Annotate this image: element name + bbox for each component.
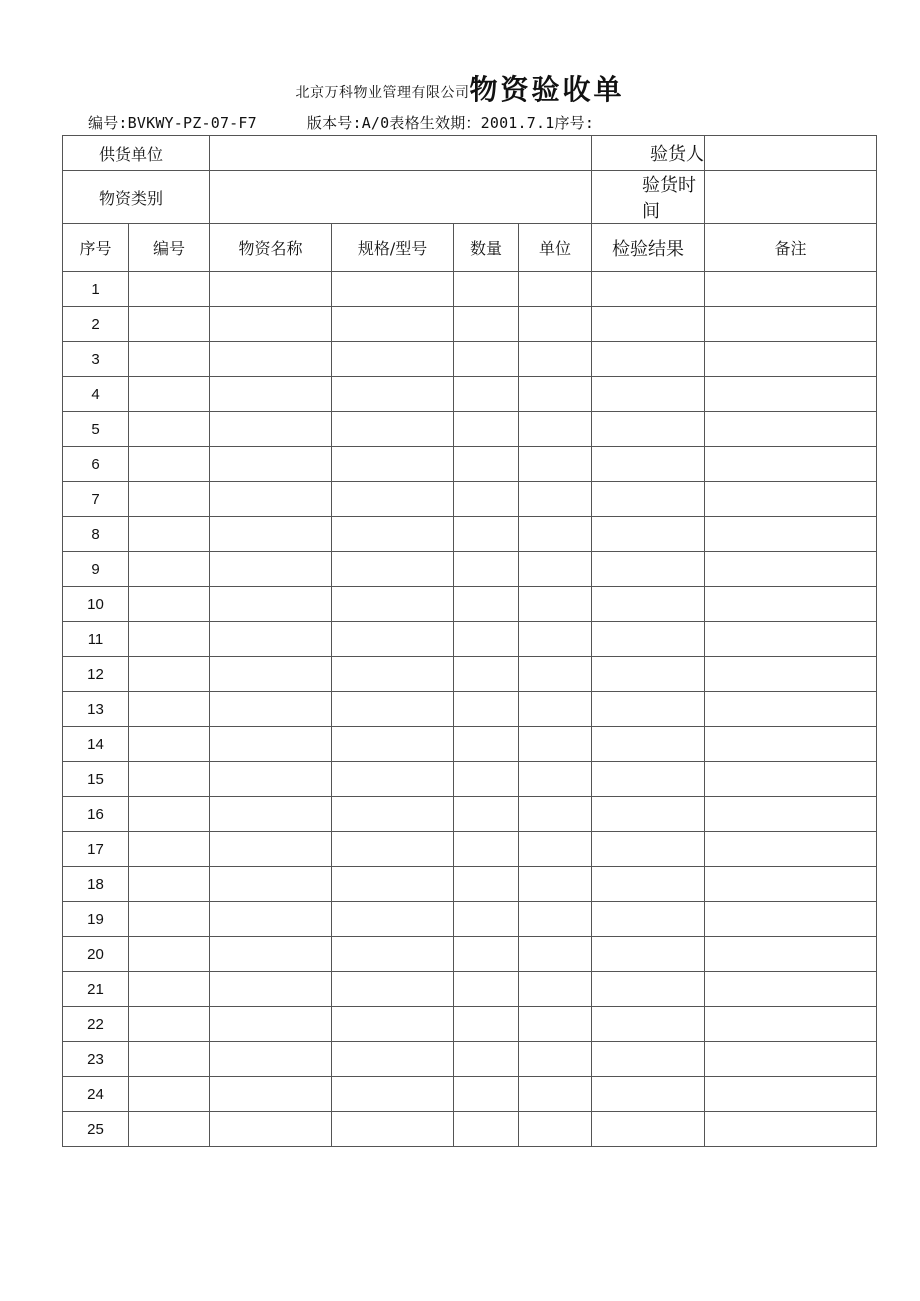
form-code: 编号:BVKWY-PZ-07-F7 xyxy=(88,114,257,132)
name-cell[interactable] xyxy=(210,1077,332,1112)
seq-cell: 3 xyxy=(63,342,129,377)
result-cell[interactable] xyxy=(592,762,705,797)
result-cell[interactable] xyxy=(592,342,705,377)
name-cell[interactable] xyxy=(210,377,332,412)
remark-cell[interactable] xyxy=(705,937,877,972)
table-row xyxy=(63,517,877,552)
name-cell[interactable] xyxy=(210,1042,332,1077)
name-cell[interactable] xyxy=(210,482,332,517)
result-cell[interactable] xyxy=(592,1077,705,1112)
result-cell[interactable] xyxy=(592,797,705,832)
qty-cell[interactable] xyxy=(454,762,519,797)
spec-cell[interactable] xyxy=(332,1042,454,1077)
table-row xyxy=(63,937,877,972)
unit-cell[interactable] xyxy=(519,902,592,937)
form-header xyxy=(0,68,920,108)
seq-cell: 13 xyxy=(63,692,129,727)
unit-cell[interactable] xyxy=(519,587,592,622)
seq-cell: 1 xyxy=(63,272,129,307)
table-row xyxy=(63,272,877,307)
seq-cell: 12 xyxy=(63,657,129,692)
inspect-time-field[interactable] xyxy=(705,171,877,224)
table-row xyxy=(63,1077,877,1112)
unit-cell[interactable] xyxy=(519,1112,592,1147)
inspector-field[interactable] xyxy=(705,136,877,171)
qty-cell[interactable] xyxy=(454,1007,519,1042)
spec-cell[interactable] xyxy=(332,307,454,342)
category-row xyxy=(63,171,877,224)
spec-cell[interactable] xyxy=(332,482,454,517)
table-row xyxy=(63,307,877,342)
qty-cell[interactable] xyxy=(454,832,519,867)
result-cell[interactable] xyxy=(592,622,705,657)
code-cell[interactable] xyxy=(129,377,210,412)
code-cell[interactable] xyxy=(129,447,210,482)
remark-cell[interactable] xyxy=(705,272,877,307)
table-row xyxy=(63,1042,877,1077)
remark-cell[interactable] xyxy=(705,902,877,937)
remark-cell[interactable] xyxy=(705,727,877,762)
unit-cell[interactable] xyxy=(519,1042,592,1077)
name-cell[interactable] xyxy=(210,727,332,762)
seq-cell: 21 xyxy=(63,972,129,1007)
seq-cell: 18 xyxy=(63,867,129,902)
table-row xyxy=(63,622,877,657)
table-row xyxy=(63,447,877,482)
seq-cell: 6 xyxy=(63,447,129,482)
seq-cell: 15 xyxy=(63,762,129,797)
table-row xyxy=(63,692,877,727)
name-cell[interactable] xyxy=(210,657,332,692)
seq-cell: 4 xyxy=(63,377,129,412)
qty-cell[interactable] xyxy=(454,412,519,447)
spec-cell[interactable] xyxy=(332,377,454,412)
result-cell[interactable] xyxy=(592,727,705,762)
unit-cell[interactable] xyxy=(519,972,592,1007)
table-row xyxy=(63,342,877,377)
result-cell[interactable] xyxy=(592,307,705,342)
remark-cell[interactable] xyxy=(705,1077,877,1112)
remark-cell[interactable] xyxy=(705,342,877,377)
unit-cell[interactable] xyxy=(519,517,592,552)
name-cell[interactable] xyxy=(210,517,332,552)
table-row xyxy=(63,552,877,587)
result-cell[interactable] xyxy=(592,447,705,482)
qty-cell[interactable] xyxy=(454,517,519,552)
remark-cell[interactable] xyxy=(705,587,877,622)
qty-cell[interactable] xyxy=(454,937,519,972)
seq-cell: 19 xyxy=(63,902,129,937)
inspector-label: 验货人 xyxy=(592,136,705,171)
remark-cell[interactable] xyxy=(705,762,877,797)
unit-cell[interactable] xyxy=(519,657,592,692)
spec-cell[interactable] xyxy=(332,937,454,972)
name-cell[interactable] xyxy=(210,412,332,447)
result-cell[interactable] xyxy=(592,867,705,902)
result-cell[interactable] xyxy=(592,377,705,412)
result-cell[interactable] xyxy=(592,552,705,587)
code-cell[interactable] xyxy=(129,867,210,902)
qty-cell[interactable] xyxy=(454,1042,519,1077)
name-cell[interactable] xyxy=(210,307,332,342)
qty-cell[interactable] xyxy=(454,972,519,1007)
qty-cell[interactable] xyxy=(454,482,519,517)
spec-cell[interactable] xyxy=(332,412,454,447)
name-cell[interactable] xyxy=(210,972,332,1007)
seq-cell: 14 xyxy=(63,727,129,762)
serial-number: 序号: xyxy=(554,114,595,132)
col-header-seq: 序号 xyxy=(63,224,129,272)
qty-cell[interactable] xyxy=(454,867,519,902)
unit-cell[interactable] xyxy=(519,1007,592,1042)
table-row xyxy=(63,657,877,692)
table-row xyxy=(63,762,877,797)
remark-cell[interactable] xyxy=(705,412,877,447)
seq-cell: 23 xyxy=(63,1042,129,1077)
remark-cell[interactable] xyxy=(705,692,877,727)
form-version: 版本号:A/0 xyxy=(306,114,390,132)
code-cell[interactable] xyxy=(129,902,210,937)
remark-cell[interactable] xyxy=(705,832,877,867)
spec-cell[interactable] xyxy=(332,622,454,657)
table-row xyxy=(63,412,877,447)
result-cell[interactable] xyxy=(592,412,705,447)
unit-cell[interactable] xyxy=(519,1077,592,1112)
seq-cell: 9 xyxy=(63,552,129,587)
spec-cell[interactable] xyxy=(332,1112,454,1147)
code-cell[interactable] xyxy=(129,1112,210,1147)
spec-cell[interactable] xyxy=(332,517,454,552)
table-row xyxy=(63,797,877,832)
code-cell[interactable] xyxy=(129,657,210,692)
code-cell[interactable] xyxy=(129,482,210,517)
seq-cell: 24 xyxy=(63,1077,129,1112)
col-header-spec: 规格/型号 xyxy=(332,224,454,272)
remark-cell[interactable] xyxy=(705,797,877,832)
table-row xyxy=(63,482,877,517)
unit-cell[interactable] xyxy=(519,762,592,797)
qty-cell[interactable] xyxy=(454,447,519,482)
spec-cell[interactable] xyxy=(332,692,454,727)
remark-cell[interactable] xyxy=(705,867,877,902)
result-cell[interactable] xyxy=(592,587,705,622)
qty-cell[interactable] xyxy=(454,692,519,727)
name-cell[interactable] xyxy=(210,1007,332,1042)
code-cell[interactable] xyxy=(129,342,210,377)
qty-cell[interactable] xyxy=(454,797,519,832)
seq-cell: 8 xyxy=(63,517,129,552)
qty-cell[interactable] xyxy=(454,657,519,692)
qty-cell[interactable] xyxy=(454,587,519,622)
code-cell[interactable] xyxy=(129,307,210,342)
name-cell[interactable] xyxy=(210,937,332,972)
spec-cell[interactable] xyxy=(332,552,454,587)
seq-cell: 7 xyxy=(63,482,129,517)
unit-cell[interactable] xyxy=(519,377,592,412)
unit-cell[interactable] xyxy=(519,272,592,307)
unit-cell[interactable] xyxy=(519,692,592,727)
name-cell[interactable] xyxy=(210,902,332,937)
table-row xyxy=(63,972,877,1007)
unit-cell[interactable] xyxy=(519,797,592,832)
table-row xyxy=(63,867,877,902)
code-cell[interactable] xyxy=(129,727,210,762)
table-row xyxy=(63,1007,877,1042)
remark-cell[interactable] xyxy=(705,1007,877,1042)
name-cell[interactable] xyxy=(210,552,332,587)
col-header-unit: 单位 xyxy=(519,224,592,272)
unit-cell[interactable] xyxy=(519,482,592,517)
form-title: 物资验收单 xyxy=(469,73,625,106)
spec-cell[interactable] xyxy=(332,972,454,1007)
result-cell[interactable] xyxy=(592,517,705,552)
code-cell[interactable] xyxy=(129,622,210,657)
unit-cell[interactable] xyxy=(519,867,592,902)
unit-cell[interactable] xyxy=(519,727,592,762)
col-header-remark: 备注 xyxy=(705,224,877,272)
name-cell[interactable] xyxy=(210,832,332,867)
spec-cell[interactable] xyxy=(332,272,454,307)
qty-cell[interactable] xyxy=(454,1077,519,1112)
result-cell[interactable] xyxy=(592,657,705,692)
name-cell[interactable] xyxy=(210,762,332,797)
result-cell[interactable] xyxy=(592,482,705,517)
code-cell[interactable] xyxy=(129,1077,210,1112)
col-header-result: 检验结果 xyxy=(592,224,705,272)
table-row xyxy=(63,832,877,867)
inspection-table xyxy=(62,135,877,1147)
unit-cell[interactable] xyxy=(519,412,592,447)
code-cell[interactable] xyxy=(129,832,210,867)
remark-cell[interactable] xyxy=(705,307,877,342)
name-cell[interactable] xyxy=(210,692,332,727)
result-cell[interactable] xyxy=(592,902,705,937)
unit-cell[interactable] xyxy=(519,937,592,972)
name-cell[interactable] xyxy=(210,622,332,657)
table-row xyxy=(63,377,877,412)
code-cell[interactable] xyxy=(129,517,210,552)
code-cell[interactable] xyxy=(129,552,210,587)
company-name: 北京万科物业管理有限公司 xyxy=(295,85,470,101)
spec-cell[interactable] xyxy=(332,1007,454,1042)
seq-cell: 11 xyxy=(63,622,129,657)
result-cell[interactable] xyxy=(592,937,705,972)
seq-cell: 22 xyxy=(63,1007,129,1042)
name-cell[interactable] xyxy=(210,447,332,482)
spec-cell[interactable] xyxy=(332,1077,454,1112)
spec-cell[interactable] xyxy=(332,902,454,937)
qty-cell[interactable] xyxy=(454,902,519,937)
result-cell[interactable] xyxy=(592,692,705,727)
name-cell[interactable] xyxy=(210,867,332,902)
seq-cell: 5 xyxy=(63,412,129,447)
code-cell[interactable] xyxy=(129,797,210,832)
remark-cell[interactable] xyxy=(705,377,877,412)
remark-cell[interactable] xyxy=(705,482,877,517)
seq-cell: 20 xyxy=(63,937,129,972)
code-cell[interactable] xyxy=(129,412,210,447)
effective-date: 表格生效期：2001.7.1 xyxy=(389,114,555,132)
result-cell[interactable] xyxy=(592,832,705,867)
unit-cell[interactable] xyxy=(519,447,592,482)
unit-cell[interactable] xyxy=(519,552,592,587)
qty-cell[interactable] xyxy=(454,377,519,412)
name-cell[interactable] xyxy=(210,797,332,832)
result-cell[interactable] xyxy=(592,1042,705,1077)
supplier-field[interactable] xyxy=(210,136,592,171)
col-header-name: 物资名称 xyxy=(210,224,332,272)
result-cell[interactable] xyxy=(592,1112,705,1147)
col-header-code: 编号 xyxy=(129,224,210,272)
remark-cell[interactable] xyxy=(705,1042,877,1077)
col-header-qty: 数量 xyxy=(454,224,519,272)
remark-cell[interactable] xyxy=(705,972,877,1007)
code-cell[interactable] xyxy=(129,762,210,797)
code-cell[interactable] xyxy=(129,1007,210,1042)
unit-cell[interactable] xyxy=(519,832,592,867)
result-cell[interactable] xyxy=(592,1007,705,1042)
table-row xyxy=(63,727,877,762)
code-cell[interactable] xyxy=(129,587,210,622)
qty-cell[interactable] xyxy=(454,1112,519,1147)
name-cell[interactable] xyxy=(210,342,332,377)
table-row xyxy=(63,587,877,622)
column-header-row xyxy=(63,224,877,272)
result-cell[interactable] xyxy=(592,972,705,1007)
spec-cell[interactable] xyxy=(332,727,454,762)
remark-cell[interactable] xyxy=(705,1112,877,1147)
unit-cell[interactable] xyxy=(519,622,592,657)
category-field[interactable] xyxy=(210,171,592,224)
remark-cell[interactable] xyxy=(705,622,877,657)
spec-cell[interactable] xyxy=(332,797,454,832)
spec-cell[interactable] xyxy=(332,832,454,867)
spec-cell[interactable] xyxy=(332,657,454,692)
supplier-row xyxy=(63,136,877,171)
spec-cell[interactable] xyxy=(332,867,454,902)
remark-cell[interactable] xyxy=(705,517,877,552)
spec-cell[interactable] xyxy=(332,762,454,797)
code-cell[interactable] xyxy=(129,972,210,1007)
qty-cell[interactable] xyxy=(454,307,519,342)
remark-cell[interactable] xyxy=(705,552,877,587)
qty-cell[interactable] xyxy=(454,622,519,657)
meta-line xyxy=(88,112,594,133)
supplier-label: 供货单位 xyxy=(63,136,210,171)
unit-cell[interactable] xyxy=(519,342,592,377)
spec-cell[interactable] xyxy=(332,342,454,377)
unit-cell[interactable] xyxy=(519,307,592,342)
qty-cell[interactable] xyxy=(454,342,519,377)
remark-cell[interactable] xyxy=(705,447,877,482)
seq-cell: 2 xyxy=(63,307,129,342)
code-cell[interactable] xyxy=(129,692,210,727)
name-cell[interactable] xyxy=(210,587,332,622)
table-row xyxy=(63,1112,877,1147)
spec-cell[interactable] xyxy=(332,447,454,482)
table-row xyxy=(63,902,877,937)
qty-cell[interactable] xyxy=(454,552,519,587)
qty-cell[interactable] xyxy=(454,727,519,762)
spec-cell[interactable] xyxy=(332,587,454,622)
name-cell[interactable] xyxy=(210,1112,332,1147)
category-label: 物资类别 xyxy=(63,171,210,224)
seq-cell: 25 xyxy=(63,1112,129,1147)
result-cell[interactable] xyxy=(592,272,705,307)
code-cell[interactable] xyxy=(129,272,210,307)
code-cell[interactable] xyxy=(129,937,210,972)
seq-cell: 17 xyxy=(63,832,129,867)
inspect-time-label: 验货时间 xyxy=(592,171,705,224)
seq-cell: 16 xyxy=(63,797,129,832)
code-cell[interactable] xyxy=(129,1042,210,1077)
name-cell[interactable] xyxy=(210,272,332,307)
remark-cell[interactable] xyxy=(705,657,877,692)
seq-cell: 10 xyxy=(63,587,129,622)
qty-cell[interactable] xyxy=(454,272,519,307)
